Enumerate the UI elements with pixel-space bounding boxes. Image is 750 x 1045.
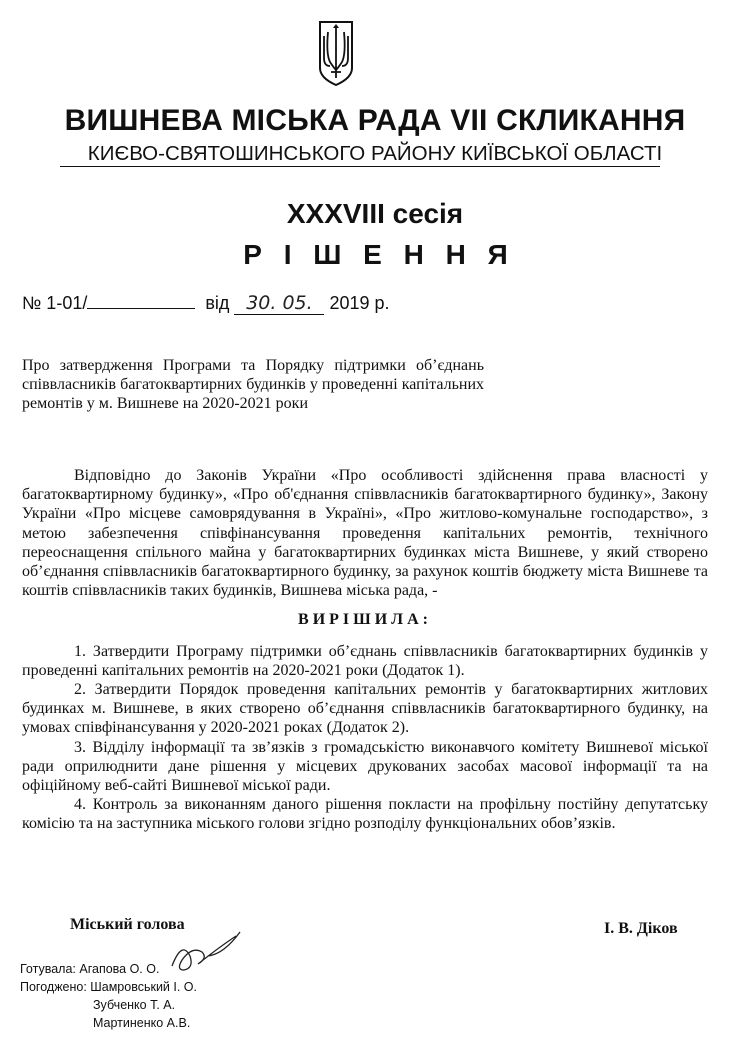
decision-number-line <box>22 292 442 315</box>
mayor-title: Міський голова <box>70 916 185 933</box>
district-name: КИЄВО-СВЯТОШИНСЬКОГО РАЙОНУ КИЇВСЬКОЇ ОБЛАСТІ <box>87 142 663 165</box>
council-name: ВИШНЕВА МІСЬКА РАДА VII СКЛИКАННЯ <box>64 104 686 137</box>
decision-title: Р І Ш Е Н Н Я <box>243 239 515 270</box>
resolution-item-4: 4. Контроль за виконанням даного рішення покласти на профільну постійну депутатську комісію та на заступника міського голови згідно розподілу функціональних обов’язків. <box>22 796 708 833</box>
resolution-item-1: 1. Затвердити Програму підтримки об’єднань співвласників багатоквартирних будинків у проведенні капітальних ремонтів на 2020-2021 роки (Додаток 1). <box>22 642 708 679</box>
session-title: XXXVIII сесія <box>286 198 464 229</box>
approval-footer <box>20 960 197 1032</box>
mayor-name: І. В. Діков <box>604 920 678 937</box>
decision-number-blank <box>87 292 195 309</box>
prepared-by: Готувала: Агапова О. О. <box>20 962 160 976</box>
header-divider <box>60 166 660 167</box>
decision-subject: Про затвердження Програми та Порядку підтримки об’єднань співвласників багатоквартирних будинків у проведенні капітальних ремонтів у м. Вишневе на 2020-2021 роки <box>22 357 484 412</box>
trident-emblem-icon <box>316 18 356 88</box>
resolution-item-2: 2. Затвердити Порядок проведення капітальних ремонтів у багатоквартирних житлових будинках м. Вишневе, в яких створено об’єднання співвласників багатоквартирного будинку, на умовах співфінансування у 2020-2021 роках (Додаток 2). <box>22 681 708 737</box>
from-word: від <box>205 293 230 313</box>
decision-body <box>22 466 708 834</box>
decision-number-prefix: № 1-01/ <box>22 293 88 313</box>
agreed-by: Погоджено: Шамровський І. О. <box>20 980 197 994</box>
agreed-by-2: Зубченко Т. А. <box>93 998 176 1012</box>
resolution-item-3: 3. Відділу інформації та зв’язків з громадськістю виконавчого комітету Вишневої міської ради оприлюднити дане рішення у місцевих друкованих засобах масової інформації та на офіційному веб-сайті Вишневої міської ради. <box>22 738 708 795</box>
resolved-heading: ВИРІШИЛА: <box>298 611 432 629</box>
preamble: Відповідно до Законів України «Про особливості здійснення права власності у багатоквартирному будинку», «Про об'єднання співвласників багатоквартирного будинку», Закону України «Про місцеве самоврядування в Україні», «Про житлово-комунальне господарство», з метою забезпечення співфінансування проведення капітальних ремонтів, технічного переоснащення спільного майна у багатоквартирних будинках міста Вишневе, у який створено об’єднання співвласників багатоквартирного будинку, за рахунок коштів бюджету міста Вишневе та коштів співвласників таких будинків, Вишнева міська рада, - <box>22 467 708 600</box>
handwritten-date: 30. 05. <box>234 292 324 315</box>
agreed-by-3: Мартиненко А.В. <box>93 1016 191 1030</box>
decision-year: 2019 р. <box>329 293 390 313</box>
